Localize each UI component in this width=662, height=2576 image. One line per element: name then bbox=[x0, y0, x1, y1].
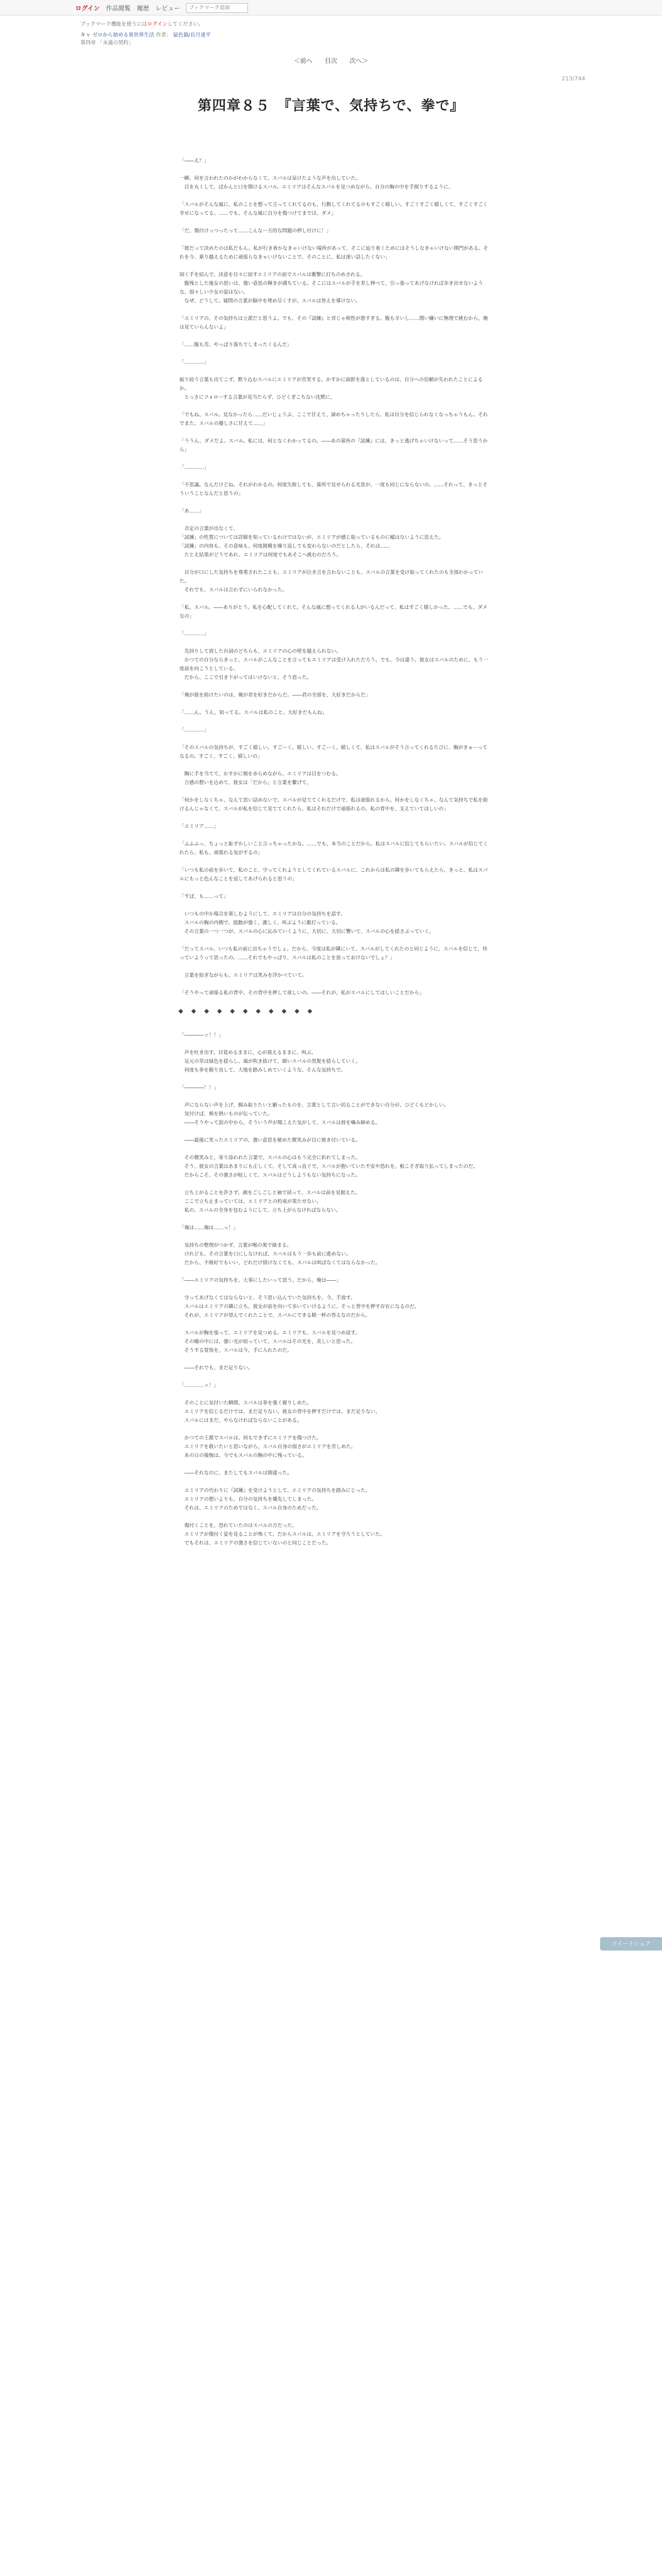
paragraphs-after-separator bbox=[179, 1031, 489, 1548]
paragraph: 「私、スバル。――ありがとう。私を心配してくれて。そんな風に想ってくれる人がいるんだって、私はすごく嬉しかった。……でも、ダメなの」 bbox=[179, 605, 488, 619]
paragraph: 「…………」 bbox=[179, 727, 209, 733]
notice-login-link[interactable]: ログイン bbox=[147, 22, 168, 27]
paragraph: 「不思議。なんだけどね、それがわかるの。何度失敗しても、墓所で見せられる光景が、一度も同じにならないの。……それって、きっとそういうことなんだと思うの」 bbox=[179, 482, 488, 497]
author-link[interactable]: 鼠色猫/長月達平 bbox=[173, 32, 211, 38]
novel-title-link[interactable]: ゼロから始める異世界生活 bbox=[92, 32, 155, 38]
nav-link-history[interactable]: 履歴 bbox=[137, 4, 150, 12]
paragraph: ――それでも、まだ足りない。 bbox=[179, 1365, 253, 1371]
paragraph: 「エミリア……」 bbox=[179, 824, 219, 829]
paragraph: 「そうやって頑張る私の背中、その背中を押して欲しいの。――それが、私がスバルにしてほしいことだから」 bbox=[179, 990, 424, 996]
paragraph: 「すば、も……って」 bbox=[179, 894, 229, 900]
paragraph: その微笑みと、寄り添われた言葉で、スバルの心はもう完全に折れてしまった。 そう、彼女の言葉はあまりにも正しくて、そして真っ直ぐで、スバルが抱いていた不安や恐れを、根こそぎ取り払ってしまったのだ。 だからこそ、その強さが眩しくて、スバルはどうしようもない気持ちになった。 bbox=[184, 1155, 478, 1178]
paragraph: 「スバルがそんな風に、私のことを想って言ってくれてるのも、行動してくれてるのもすごく嬉しい。すごくすごく嬉しくて、すごくすごく幸せになってる。……でも、そんな風に自分を傷つけてまでは、ダメ」 bbox=[179, 202, 488, 216]
paragraph: 否定の言葉が出なくて、 「試練」の性質については詳細を知っているわけではないが、エミリアが感じ取っているものに嘘はないように思えた。 「試練」の内容も、その意味も、何度挑戦を繰り返しても変わらないのだとしたら、それは…… たとえ結果がどうであれ、エミリアは何度でもあそこへ挑むのだろう。 bbox=[179, 526, 444, 558]
paragraph: 「いつも私の前を歩いて、私のこと、守ってくれようとしてくれているスバルに、これからは私の隣を歩いてもらえたら、きっと、私はスバルにもっと色んなことを返してあげられると思うの」 bbox=[179, 868, 488, 882]
paragraph: ――最後に笑ったエミリアの、強い意思を秘めた微笑みが目に焼き付いている。 bbox=[179, 1138, 361, 1143]
table-of-contents-link[interactable]: 目次 bbox=[324, 57, 337, 64]
paragraph: 立ち上がることを許さず、顔をごしごしと袖で拭って、スバルは前を見据えた。 ここで立ち止まっていては、エミリアとの約束が果たせない。 私の、スバルの全身を包むようにして、立ち上がらなければならない。 bbox=[184, 1190, 360, 1213]
paragraph: いつもの中か場合を楽しむようにして、エミリアは自分の気持ちを話す。 スバルの胸の内側で、鼓動が強く、激しく、叫ぶように脈打っている。 その言葉の一つ一つが、スバルの心に沁みていくように、大切に、大切に響いて、スバルの心を揺さぶっていく。 bbox=[184, 911, 434, 935]
paragraph: 「そのスバルの気持ちが、すごく嬉しい。すごーく、嬉しい。すごーく、嬉しくて、私はスバルがそう言ってくれるたびに、胸がきゅーってなるの。すごく、すごく、嬉しいの」 bbox=[179, 745, 488, 759]
paragraph: 固く手を結んで、決意を目々に宿すエミリアの前でスバルは衝撃に打ちのめされる。 腹残とした後女の思いは、強い意思の輝きが満ちている。そこにはスバルが手を差し伸べて、引っ張ってあげなければ歩き出せないような、弱々しい少女の姿はない。 なぜ、どうして。疑問の言葉が脳中を埋め尽くすが、スバルは答えを導けない。 bbox=[179, 272, 483, 304]
paragraph: 「何かをしなくちゃ、なんて思い詰めないで、スバルが見ててくれるだけで、私は頑張れるから。何かをしなくちゃ、なんて気持ちで私を助けるんじゃなくて、スバルが私を信じて見ててくれたら、私はそれだけで頑張れるの。私の背中を、支えていてほしいの」 bbox=[179, 798, 488, 812]
author-label: 作者： bbox=[156, 32, 172, 38]
paragraph: 気持ちの整理がつかず、言葉が喉の奥で絡まる。 けれども、その言葉を口にしなければ、スバルはもう一歩も前に進めない。 だから、不格好でもいい、どれだけ情けなくても、スバルは叫ばなくてはならなかった。 bbox=[184, 1243, 380, 1266]
paragraph: そのことに気付いた瞬間、スバルは拳を強く握りしめた。 エミリアを信じるだけでは、まだ足りない。彼女の背中を押すだけでは、まだ足りない。 スバルにはまだ、やらなければならないことがある。 bbox=[184, 1400, 380, 1423]
paragraph: 「……ん。うん、知ってる。スバルは私のこと、大好きだもんね」 bbox=[179, 710, 327, 716]
paragraphs-before-separator bbox=[179, 157, 489, 997]
paragraph: 胸に手を当てて、かすかに頬を赤らめながら、エミリアは目をつむる。 万感の想いを込めて、彼女は「だから」と言葉を繋げて、 bbox=[184, 771, 341, 786]
novel-body bbox=[179, 157, 489, 1548]
paragraph: 「…………」 bbox=[179, 631, 209, 637]
paragraph: 「だ、傷付けっつったって……こんなー方的な問題の押し付けに！」 bbox=[179, 228, 332, 234]
paragraph: 声にならない声を上げ、掴み取りたいと願ったものを、言葉として言い切ることができない自分が、ひどくもどかしい。 気付けば、頬を熱いものが伝っていた。 ――そうやって涙の中から、そういう声が聞こえた気がして、スバルは唇を噛み締める。 bbox=[184, 1103, 449, 1126]
paragraph: 「――え？」 bbox=[179, 158, 209, 164]
paragraph: 「…………」 bbox=[179, 360, 209, 365]
paragraph: 「…………」 bbox=[179, 465, 209, 470]
paragraph: 守ってあげなくてはならないと、そう思い込んでいた気持ちを、今、手放す。 スバルはエミリアの隣に立ち、彼女が前を向いて歩いていけるように、そっと背中を押す存在になるのだ。 それが、エミリアが望んでくれたことで、スバルにできる精一杯の答えなのだから。 bbox=[184, 1295, 420, 1318]
tweet-share-button[interactable]: ツイートシェア bbox=[600, 1937, 662, 1951]
page-number: 213/744 bbox=[561, 75, 585, 82]
paragraph: スバルが胸を張って、エミリアを見つめる。エミリアも、スバルを見つめ返す。 その瞳の中には、強い光が宿っていて、スバルはその光を、美しいと思った。 そうする覚悟を、スバルは今、手に入れたのだ。 bbox=[184, 1330, 360, 1353]
paragraph: 「俺は……俺は……っ！」 bbox=[179, 1225, 239, 1231]
paragraph: 自分が口にした気持ちを尊重されたことも、エミリアが泣き言を言わないことも、スバルの言葉を受け取ってくれたのも全部わかっていた。 それでも、スバルは言わずにいられなかった。 bbox=[179, 570, 484, 593]
paragraph: エミリアの代わりに『試練』を受けようとして、エミリアの気持ちを踏みにじった。 エミリアの想いよりも、自分の気持ちを優先してしまった。 それは、エミリアのためではなく、スバル自身のためだった。 bbox=[184, 1488, 371, 1511]
paragraph: ――それなのに、またしてもスバルは間違った。 bbox=[179, 1470, 292, 1476]
paragraph: 「…………ッ！」 bbox=[179, 1383, 219, 1388]
paragraph: かつての王都でスバルは、何もできずにエミリアを傷つけた。 エミリアを救いたいと思いながら、スバル自身の弱さがエミリアを苦しめた。 あの日の後悔は、今でもスバルの胸の中に残っている。 bbox=[184, 1435, 356, 1459]
paragraph: 声を吐き出す。目覚めるままに、心が震えるままに、叫ぶ。 足元の草は緑色を揺らし、風が吹き抜けて、細いスバルの黒髪を揺らしていく。 何度も拳を握り直して、大地を踏みしめていくような、そんな気持ちで。 bbox=[184, 1050, 361, 1073]
novel-info bbox=[73, 27, 589, 47]
paragraph: 振り絞う言葉も出てこず、黙り込むスバルにエミリアが苦笑する。かすかに面影を落としているのは、自分への信頼が失われたことによるか。 とっさにフォローする言葉が見当たらず、ひどくぎこちない沈黙に、 bbox=[179, 377, 483, 400]
paragraph: 「ううん、ダメだよ。スバル。私には、何となくわかってるの。――あの墓所の『試練』には、きっと逃げちゃいけないって……そう思うから」 bbox=[179, 438, 488, 453]
paragraph: 「――エミリアの気持ちを、大事にしたいって思う。だから、俺は――」 bbox=[179, 1278, 341, 1283]
nav-link-review[interactable]: レビュー bbox=[155, 4, 180, 12]
paragraph: 言葉を紡ぎながらも、エミリアは笑みを浮かべていて。 bbox=[179, 973, 307, 978]
paragraph: 「……腹も苦。やっぱり落ちてしまったくるんだ」 bbox=[179, 342, 292, 348]
paragraph: 「あ……」 bbox=[179, 509, 204, 514]
chapter-subtitle: 第四章 「永遠の契約」 bbox=[80, 40, 134, 46]
prev-page-link[interactable]: ＜前へ bbox=[294, 57, 313, 64]
notice-prefix: ブックマーク機能を使うには bbox=[80, 22, 147, 27]
series-prefix: キャ bbox=[80, 32, 91, 38]
login-notice bbox=[73, 15, 589, 27]
paragraph: 「エミリアの、その気持ちは立派だと思うよ。でも、その『試練』と君じゃ相性が悪すぎる。腹も辛いし……関い嫌いに無理で挑むから、俺は見ていらんないよ」 bbox=[179, 316, 488, 330]
top-navigation-inner bbox=[73, 0, 589, 15]
paragraph: 「ふふふっ、ちょっと恥ずかしいこと言っちゃったかな。……でも、本当のことだから。私はスバルに信じてもらいたい。スバルが信じてくれたら、私も、頑張れる気がするの」 bbox=[179, 841, 488, 856]
paragraph: 「――――ッ！！」 bbox=[179, 1032, 224, 1038]
paragraph: 「俺が彼を助けたいのは、俺が君を好きだからだ。――君の全部を、大好きだからだ」 bbox=[179, 692, 371, 698]
paragraph: 一瞬、何を言われたのかがわからなくて、スバルは呆けたような声を出していた。 目を丸くして、ぽかんと口を開けるスバル。エミリアはそんなスバルを見つめながら、自分の胸の中を手探りするように、 bbox=[179, 176, 454, 190]
paragraph: 「だってスバル、いつも私の前に出ちゃうでしょ。だから、今度は私が隣にいて、スバルがしてくれたのと同じように、スバルを信じて、待っていようって思ったの。……それでもやっぱり、スバルは私のことを放っておけないでしょ？」 bbox=[179, 946, 488, 961]
scene-separator: ◆ ◆ ◆ ◆ ◆ ◆ ◆ ◆ ◆ ◆ ◆ bbox=[178, 1007, 316, 1014]
paragraph: 「彼だって決めたのは私だもん。私が行き着かなきゃいけない場所があって、そこに辿り着くためにはそうしなきゃいけない関門がある。それを今、乗り越えるために頑張らなきゃいけないことで、そのことに、私は迷い詰したくない」 bbox=[179, 246, 488, 260]
paragraph: 「でもね、スバル。見なかったら……だいじょうぶ、ここで甘えて、諦めちゃったりしたら、私は自分を信じられなくなっちゃうもん。それでまた、スバルの優しさに甘えて……」 bbox=[179, 412, 488, 427]
next-page-link[interactable]: 次へ＞ bbox=[349, 57, 368, 64]
top-navigation-bar bbox=[0, 0, 662, 15]
paragraph: 先回りして放した台詞のどちらも、エミリアの心の壁を越えられない。 かつての自分ならきっと、スバルがこんなことを言ってもエミリアは受け入れただろう。でも、今は違う。彼女はスバルのために、もう一度前を向こうとしている。 だから、ここで引き下がってはいけないと、そう思った。 bbox=[179, 649, 488, 681]
login-link[interactable]: ログイン bbox=[75, 4, 100, 12]
notice-suffix: してください。 bbox=[167, 22, 204, 27]
pager bbox=[0, 47, 662, 65]
chapter-title: 第四章８５ 『言葉で、気持ちで、拳で』 bbox=[197, 98, 465, 114]
bookmark-add-input[interactable] bbox=[186, 3, 248, 13]
series-line bbox=[80, 31, 589, 39]
paragraph: 傷付くことを、恐れていたのはスバルの方だった。 エミリアが傷付く姿を見ることが怖くて、だからスバルは、エミリアを守ろうとしていた。 でもそれは、エミリアの強さを信じていないのと同じことだった。 bbox=[184, 1523, 385, 1546]
paragraph: 「――――！！」 bbox=[179, 1085, 219, 1091]
nav-link-browse[interactable]: 作品閲覧 bbox=[106, 4, 131, 12]
